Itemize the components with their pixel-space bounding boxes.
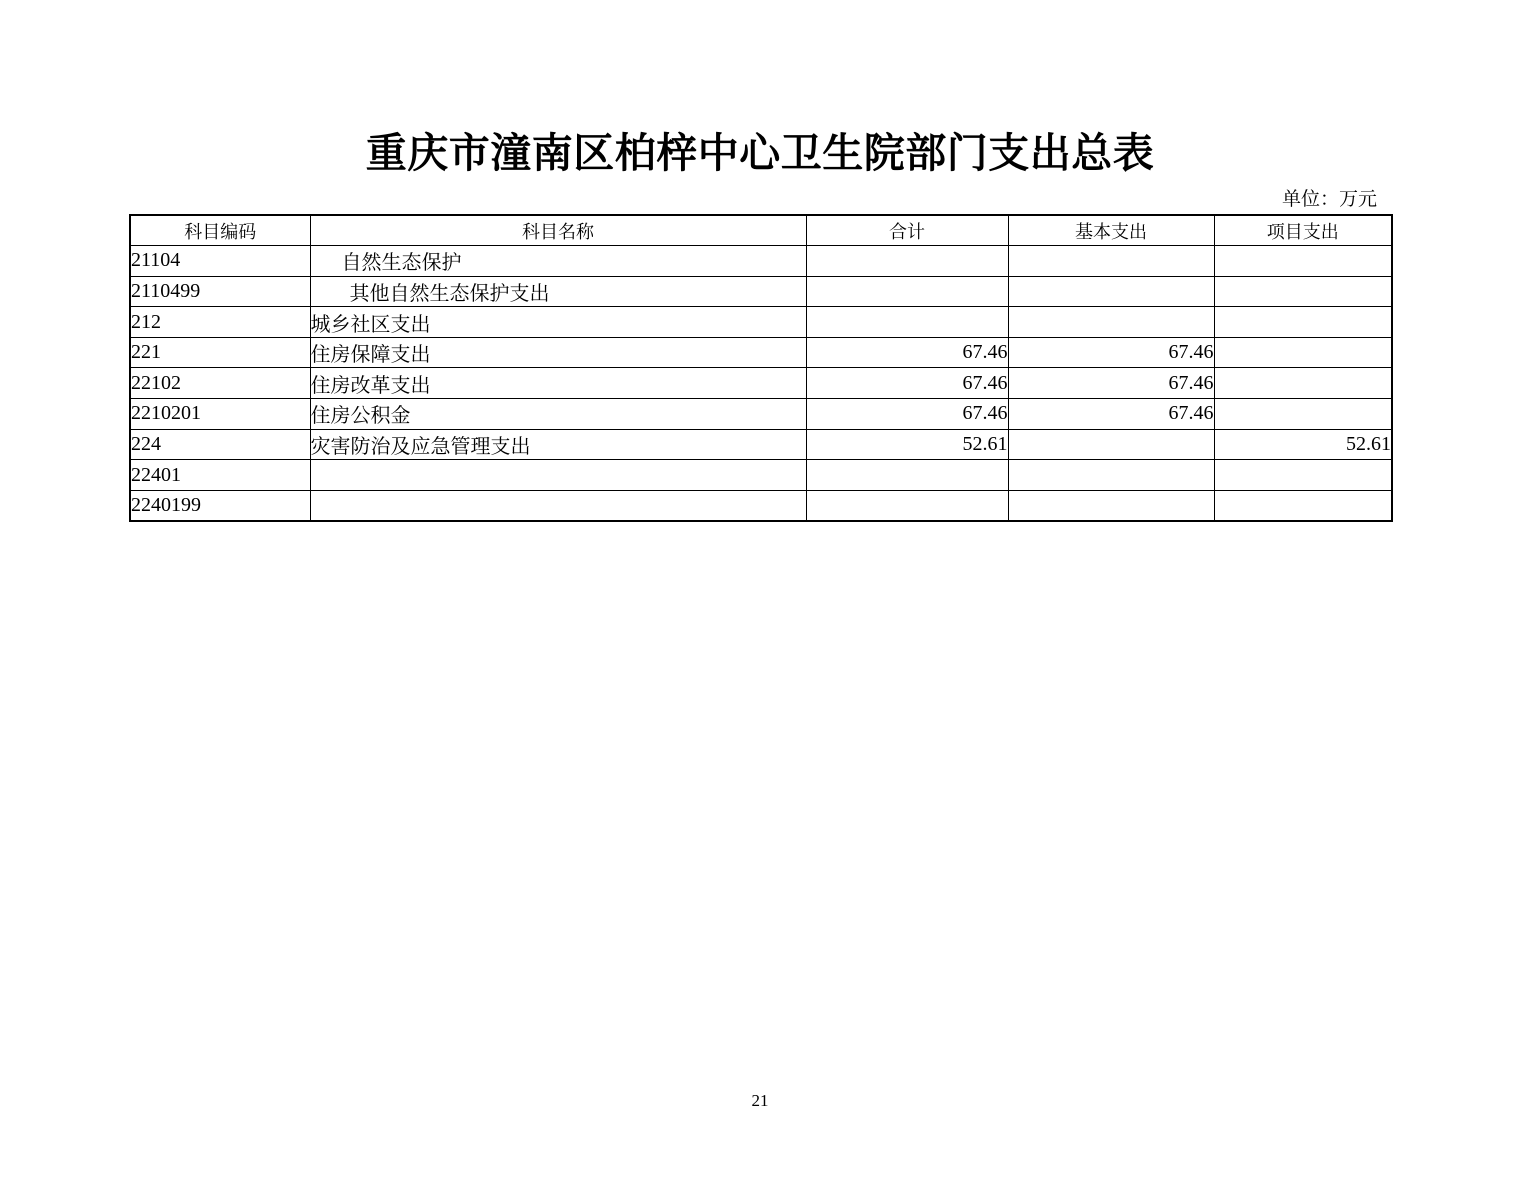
cell-basic bbox=[1008, 276, 1214, 307]
column-header: 科目名称 bbox=[310, 215, 806, 246]
cell-name bbox=[310, 490, 806, 521]
cell-total bbox=[806, 460, 1008, 491]
cell-name: 住房公积金 bbox=[310, 399, 806, 430]
cell-project bbox=[1214, 246, 1392, 277]
cell-name: 住房保障支出 bbox=[310, 337, 806, 368]
table-row bbox=[130, 490, 1392, 521]
table-row bbox=[130, 276, 1392, 307]
column-header: 合计 bbox=[806, 215, 1008, 246]
table-body bbox=[130, 246, 1392, 521]
cell-basic bbox=[1008, 490, 1214, 521]
cell-project bbox=[1214, 399, 1392, 430]
table-row bbox=[130, 337, 1392, 368]
cell-name: 自然生态保护 bbox=[310, 246, 806, 277]
cell-name bbox=[310, 460, 806, 491]
cell-basic bbox=[1008, 307, 1214, 338]
cell-name: 其他自然生态保护支出 bbox=[310, 276, 806, 307]
cell-total bbox=[806, 246, 1008, 277]
cell-code: 21104 bbox=[130, 246, 310, 277]
cell-total: 67.46 bbox=[806, 368, 1008, 399]
cell-basic bbox=[1008, 246, 1214, 277]
cell-project bbox=[1214, 368, 1392, 399]
cell-total: 67.46 bbox=[806, 399, 1008, 430]
cell-name: 住房改革支出 bbox=[310, 368, 806, 399]
cell-code: 221 bbox=[130, 337, 310, 368]
cell-project: 52.61 bbox=[1214, 429, 1392, 460]
cell-total bbox=[806, 307, 1008, 338]
page-number: 21 bbox=[751, 1091, 769, 1110]
page-title: 重庆市潼南区柏梓中心卫生院部门支出总表 bbox=[365, 130, 1155, 176]
cell-total bbox=[806, 490, 1008, 521]
cell-code: 22102 bbox=[130, 368, 310, 399]
cell-total: 52.61 bbox=[806, 429, 1008, 460]
document-sheet bbox=[129, 129, 1391, 522]
table-row bbox=[130, 246, 1392, 277]
cell-project bbox=[1214, 490, 1392, 521]
cell-code: 22401 bbox=[130, 460, 310, 491]
cell-code: 212 bbox=[130, 307, 310, 338]
cell-total bbox=[806, 276, 1008, 307]
cell-basic: 67.46 bbox=[1008, 337, 1214, 368]
header-row bbox=[130, 215, 1392, 246]
table-row bbox=[130, 460, 1392, 491]
unit-label: 单位：万元 bbox=[1281, 189, 1377, 210]
cell-basic: 67.46 bbox=[1008, 368, 1214, 399]
table-row bbox=[130, 429, 1392, 460]
cell-project bbox=[1214, 460, 1392, 491]
cell-basic bbox=[1008, 429, 1214, 460]
cell-basic bbox=[1008, 460, 1214, 491]
cell-code: 2110499 bbox=[130, 276, 310, 307]
cell-project bbox=[1214, 307, 1392, 338]
cell-project bbox=[1214, 337, 1392, 368]
cell-name: 城乡社区支出 bbox=[310, 307, 806, 338]
cell-code: 2240199 bbox=[130, 490, 310, 521]
column-header: 科目编码 bbox=[130, 215, 310, 246]
cell-name: 灾害防治及应急管理支出 bbox=[310, 429, 806, 460]
table-row bbox=[130, 368, 1392, 399]
cell-project bbox=[1214, 276, 1392, 307]
table-row bbox=[130, 307, 1392, 338]
cell-code: 2210201 bbox=[130, 399, 310, 430]
table-row bbox=[130, 399, 1392, 430]
cell-total: 67.46 bbox=[806, 337, 1008, 368]
expenditure-table bbox=[129, 214, 1393, 522]
cell-basic: 67.46 bbox=[1008, 399, 1214, 430]
column-header: 项目支出 bbox=[1214, 215, 1392, 246]
cell-code: 224 bbox=[130, 429, 310, 460]
column-header: 基本支出 bbox=[1008, 215, 1214, 246]
